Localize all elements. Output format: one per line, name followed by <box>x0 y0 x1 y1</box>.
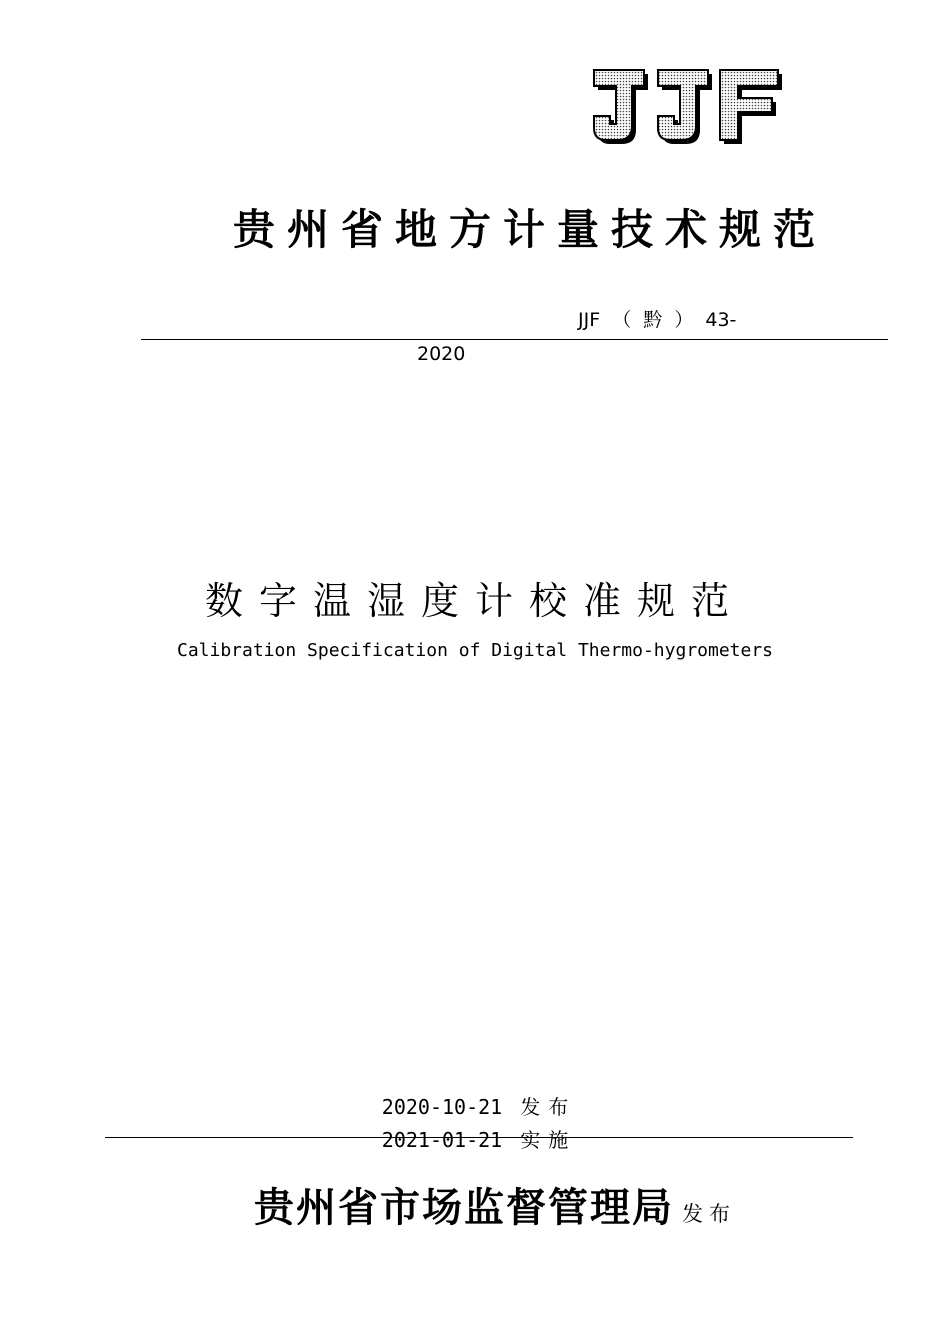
standard-type-heading: 贵州省地方计量技术规范 <box>232 205 827 254</box>
release-date-line <box>0 1093 950 1121</box>
document-subtitle-en: Calibration Specification of Digital Thermo-hygrometers <box>176 640 774 661</box>
code-number: 43- <box>705 309 737 331</box>
publisher <box>0 1180 950 1236</box>
implementation-date-line <box>0 1126 950 1154</box>
top-divider <box>141 339 888 340</box>
code-close-paren: ） <box>674 309 694 331</box>
release-action: 发布 <box>520 1095 577 1119</box>
document-title: 数字温湿度计校准规范 <box>204 579 745 623</box>
code-region: 黔 <box>643 309 663 331</box>
publisher-action: 发布 <box>682 1202 736 1226</box>
code-open-paren: （ <box>612 309 632 331</box>
implementation-date: 2021-01-21 <box>381 1128 503 1152</box>
publisher-org: 贵州省市场监督管理局 <box>254 1184 674 1231</box>
code-year: 2020 <box>417 343 466 365</box>
code-prefix: JJF <box>578 309 601 331</box>
standard-code <box>578 306 736 334</box>
jjf-logo <box>592 68 784 148</box>
implementation-action: 实施 <box>520 1128 577 1152</box>
release-date: 2020-10-21 <box>381 1095 503 1119</box>
